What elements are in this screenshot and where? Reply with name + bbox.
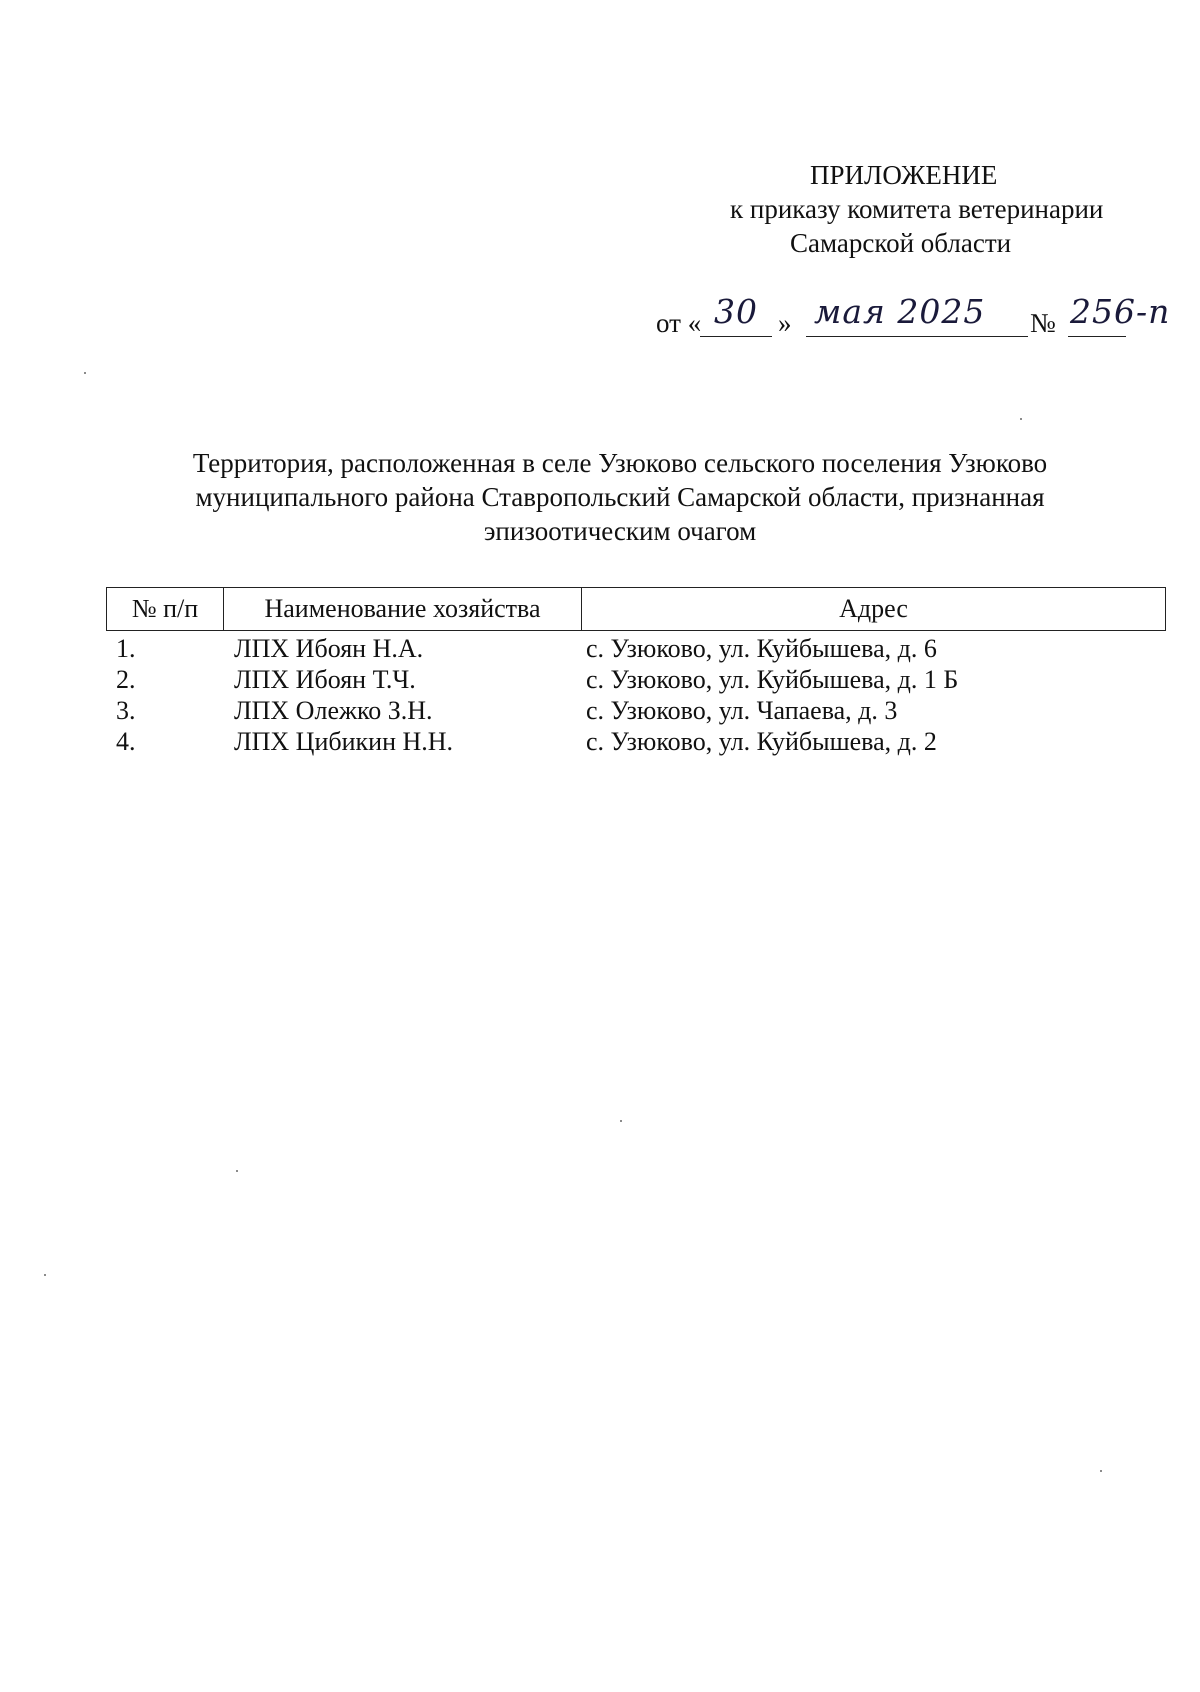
order-day-handwritten: 30 (714, 292, 758, 331)
title-line-3: эпизоотическим очагом (483, 516, 757, 546)
scan-speck (44, 1274, 46, 1276)
table-row (106, 634, 1166, 665)
header-address: Адрес (839, 594, 908, 623)
row-number: 1. (116, 634, 136, 663)
row-number: 2. (116, 665, 136, 694)
table-row (106, 696, 1166, 727)
order-month-year-handwritten: мая 2025 (814, 292, 986, 331)
header-number: № п/п (107, 588, 224, 630)
order-date-prefix: от « (656, 308, 702, 338)
appendix-title: ПРИЛОЖЕНИЕ (810, 160, 998, 190)
order-number-handwritten: 256-п (1070, 292, 1171, 331)
document-title (140, 446, 1100, 548)
order-date-line (656, 292, 1176, 348)
row-farm-name: ЛПХ Ибоян Т.Ч. (234, 665, 416, 694)
order-number-sign: № (1030, 308, 1056, 338)
appendix-region: Самарской области (790, 228, 1012, 258)
row-farm-name: ЛПХ Цибикин Н.Н. (234, 727, 454, 756)
header-farm-name: Наименование хозяйства (224, 588, 582, 630)
table-row (106, 727, 1166, 758)
row-address: с. Узюково, ул. Куйбышева, д. 6 (586, 634, 937, 663)
row-farm-name: ЛПХ Олежко З.Н. (234, 696, 433, 725)
appendix-header (700, 158, 1160, 260)
row-address: с. Узюково, ул. Куйбышева, д. 2 (586, 727, 937, 756)
order-month-year-field (806, 292, 1028, 337)
title-line-1: Территория, расположенная в селе Узюково сельского поселения Узюково (192, 448, 1048, 478)
order-date-quote-close: » (778, 308, 792, 338)
order-number-field (1068, 292, 1171, 337)
row-number: 4. (116, 727, 136, 756)
scan-speck (236, 1170, 238, 1172)
title-line-2: муниципального района Ставропольский Самарской области, признанная (195, 482, 1045, 512)
table-body (106, 634, 1166, 758)
row-farm-name: ЛПХ Ибоян Н.А. (234, 634, 424, 663)
row-address: с. Узюково, ул. Куйбышева, д. 1 Б (586, 665, 959, 694)
table-header (106, 587, 1166, 631)
order-day-field (700, 292, 772, 337)
table-row (106, 665, 1166, 696)
scan-speck (620, 1120, 622, 1122)
scan-speck (1020, 418, 1022, 420)
appendix-subtitle: к приказу комитета ветеринарии (730, 194, 1104, 224)
scan-speck (84, 372, 86, 374)
row-address: с. Узюково, ул. Чапаева, д. 3 (586, 696, 898, 725)
row-number: 3. (116, 696, 136, 725)
scan-speck (1100, 1470, 1102, 1472)
